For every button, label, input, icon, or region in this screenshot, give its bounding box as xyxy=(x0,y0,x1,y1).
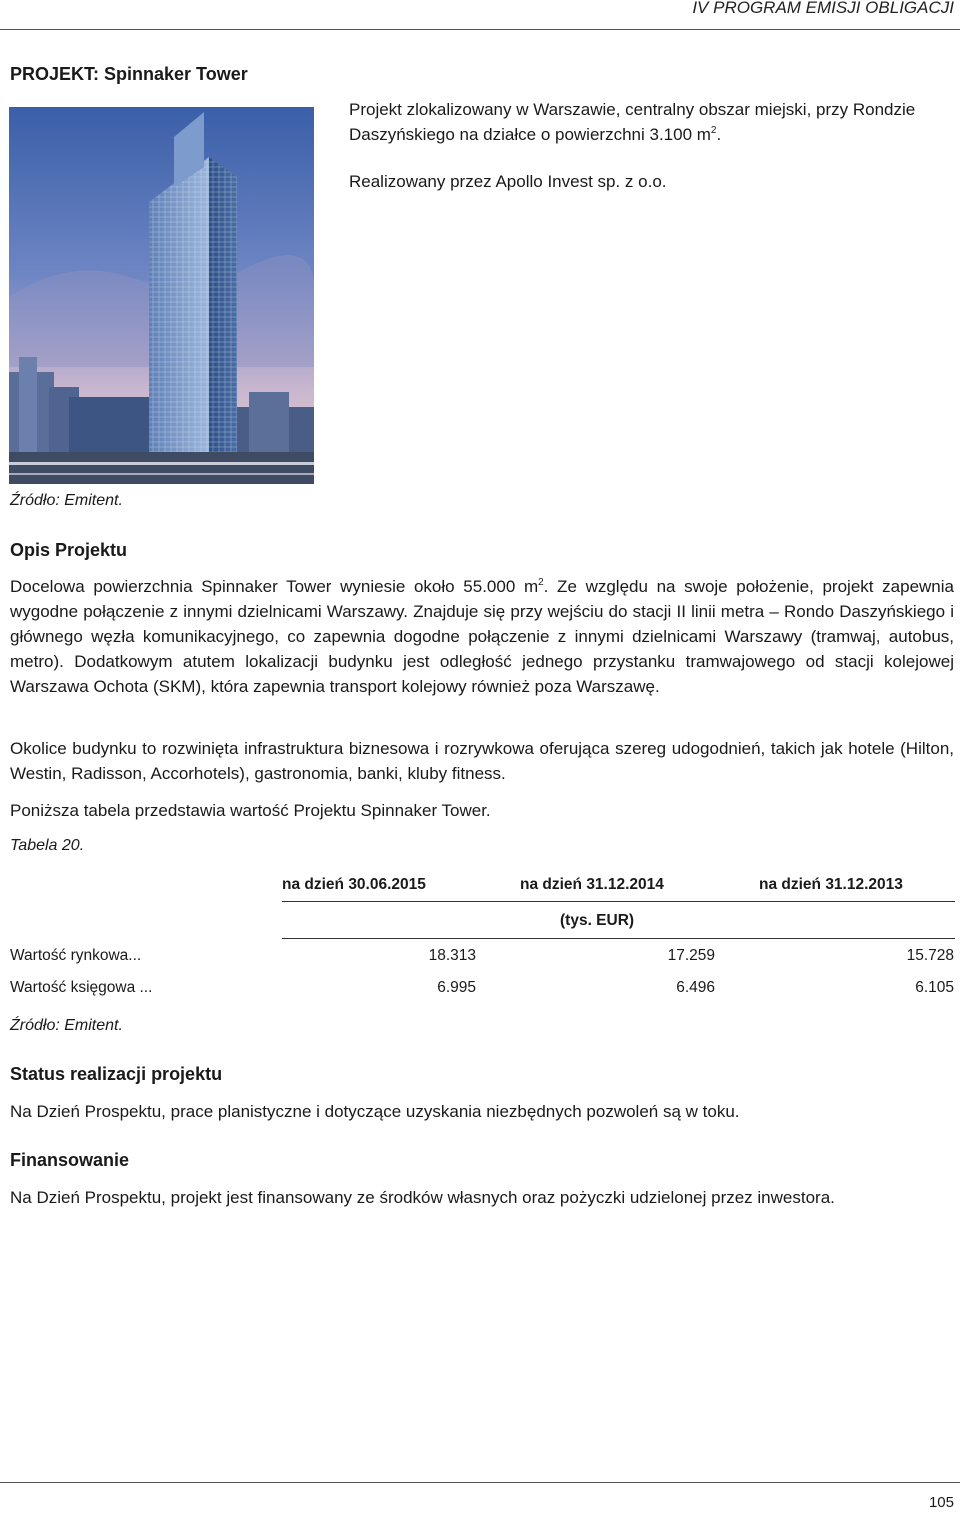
running-header: IV PROGRAM EMISJI OBLIGACJI xyxy=(692,0,954,17)
financing-heading: Finansowanie xyxy=(10,1150,130,1170)
table-header-rule xyxy=(282,938,955,939)
table-row-label: Wartość rynkowa... xyxy=(10,947,142,964)
project-intro xyxy=(349,97,949,194)
photo-source: Źródło: Emitent. xyxy=(10,492,123,509)
table-cell: 15.728 xyxy=(906,947,954,964)
table-column-header: na dzień 30.06.2015 xyxy=(282,876,426,893)
table-column-header: na dzień 31.12.2013 xyxy=(759,876,903,893)
table-header-rule xyxy=(282,901,955,902)
status-heading: Status realizacji projektu xyxy=(10,1064,223,1084)
description-paragraph-3: Poniższa tabela przedstawia wartość Projektu Spinnaker Tower. xyxy=(10,801,491,820)
financing-text: Na Dzień Prospektu, projekt jest finansowany ze środków własnych oraz pożyczki udzielonej przez inwestora. xyxy=(10,1188,835,1207)
developer-description: Realizowany przez Apollo Invest sp. z o.o. xyxy=(349,172,667,191)
page-number: 105 xyxy=(928,1494,954,1511)
table-cell: 6.995 xyxy=(437,979,476,996)
table-row-label: Wartość księgowa ... xyxy=(10,979,153,996)
description-heading: Opis Projektu xyxy=(10,540,128,560)
footer-divider xyxy=(0,1482,960,1483)
table-unit: (tys. EUR) xyxy=(560,912,635,929)
description-paragraph-1: Docelowa powierzchnia Spinnaker Tower wyniesie około 55.000 $m^2$. Ze względu na swoje położenie, projekt zapewnia wygodne połączenie z innymi dzielnicami Warszawy. Znajduje się przy wejściu do stacji II linii metra – Rondo Daszyńskiego i głównego węzła komunikacyjnego, co zapewnia dogodne połączenie z innymi dzielnicami Warszawy (tramwaj, autobus, metro). Dodatkowym atutem lokalizacji budynku jest odległość jednego przystanku tramwajowego od stacji kolejowej Warszawa Ochota (SKM), która zapewnia transport kolejowy również poza Warszawę. xyxy=(10,577,954,696)
table-cell: 6.496 xyxy=(676,979,715,996)
description-paragraph-2: Okolice budynku to rozwinięta infrastruktura biznesowa i rozrywkowa oferująca szereg udogodnień, takich jak hotele (Hilton, Westin, Radisson, Accorhotels), gastronomia, banki, kluby fitness. xyxy=(10,739,954,783)
tower-rendering-image xyxy=(9,107,314,484)
table-cell: 17.259 xyxy=(667,947,715,964)
table-source: Źródło: Emitent. xyxy=(10,1017,123,1034)
table-caption: Tabela 20. xyxy=(10,837,85,854)
project-title: PROJEKT: Spinnaker Tower xyxy=(10,64,248,84)
status-text: Na Dzień Prospektu, prace planistyczne i dotyczące uzyskania niezbędnych pozwoleń są w toku. xyxy=(10,1102,740,1121)
table-column-header: na dzień 31.12.2014 xyxy=(520,876,664,893)
location-description: Projekt zlokalizowany w Warszawie, centralny obszar miejski, przy Rondzie Daszyńskiego na działce o powierzchni 3.100 $m^2$. xyxy=(349,100,916,144)
table-cell: 6.105 xyxy=(915,979,954,996)
header-divider xyxy=(0,29,960,30)
table-cell: 18.313 xyxy=(428,947,476,964)
